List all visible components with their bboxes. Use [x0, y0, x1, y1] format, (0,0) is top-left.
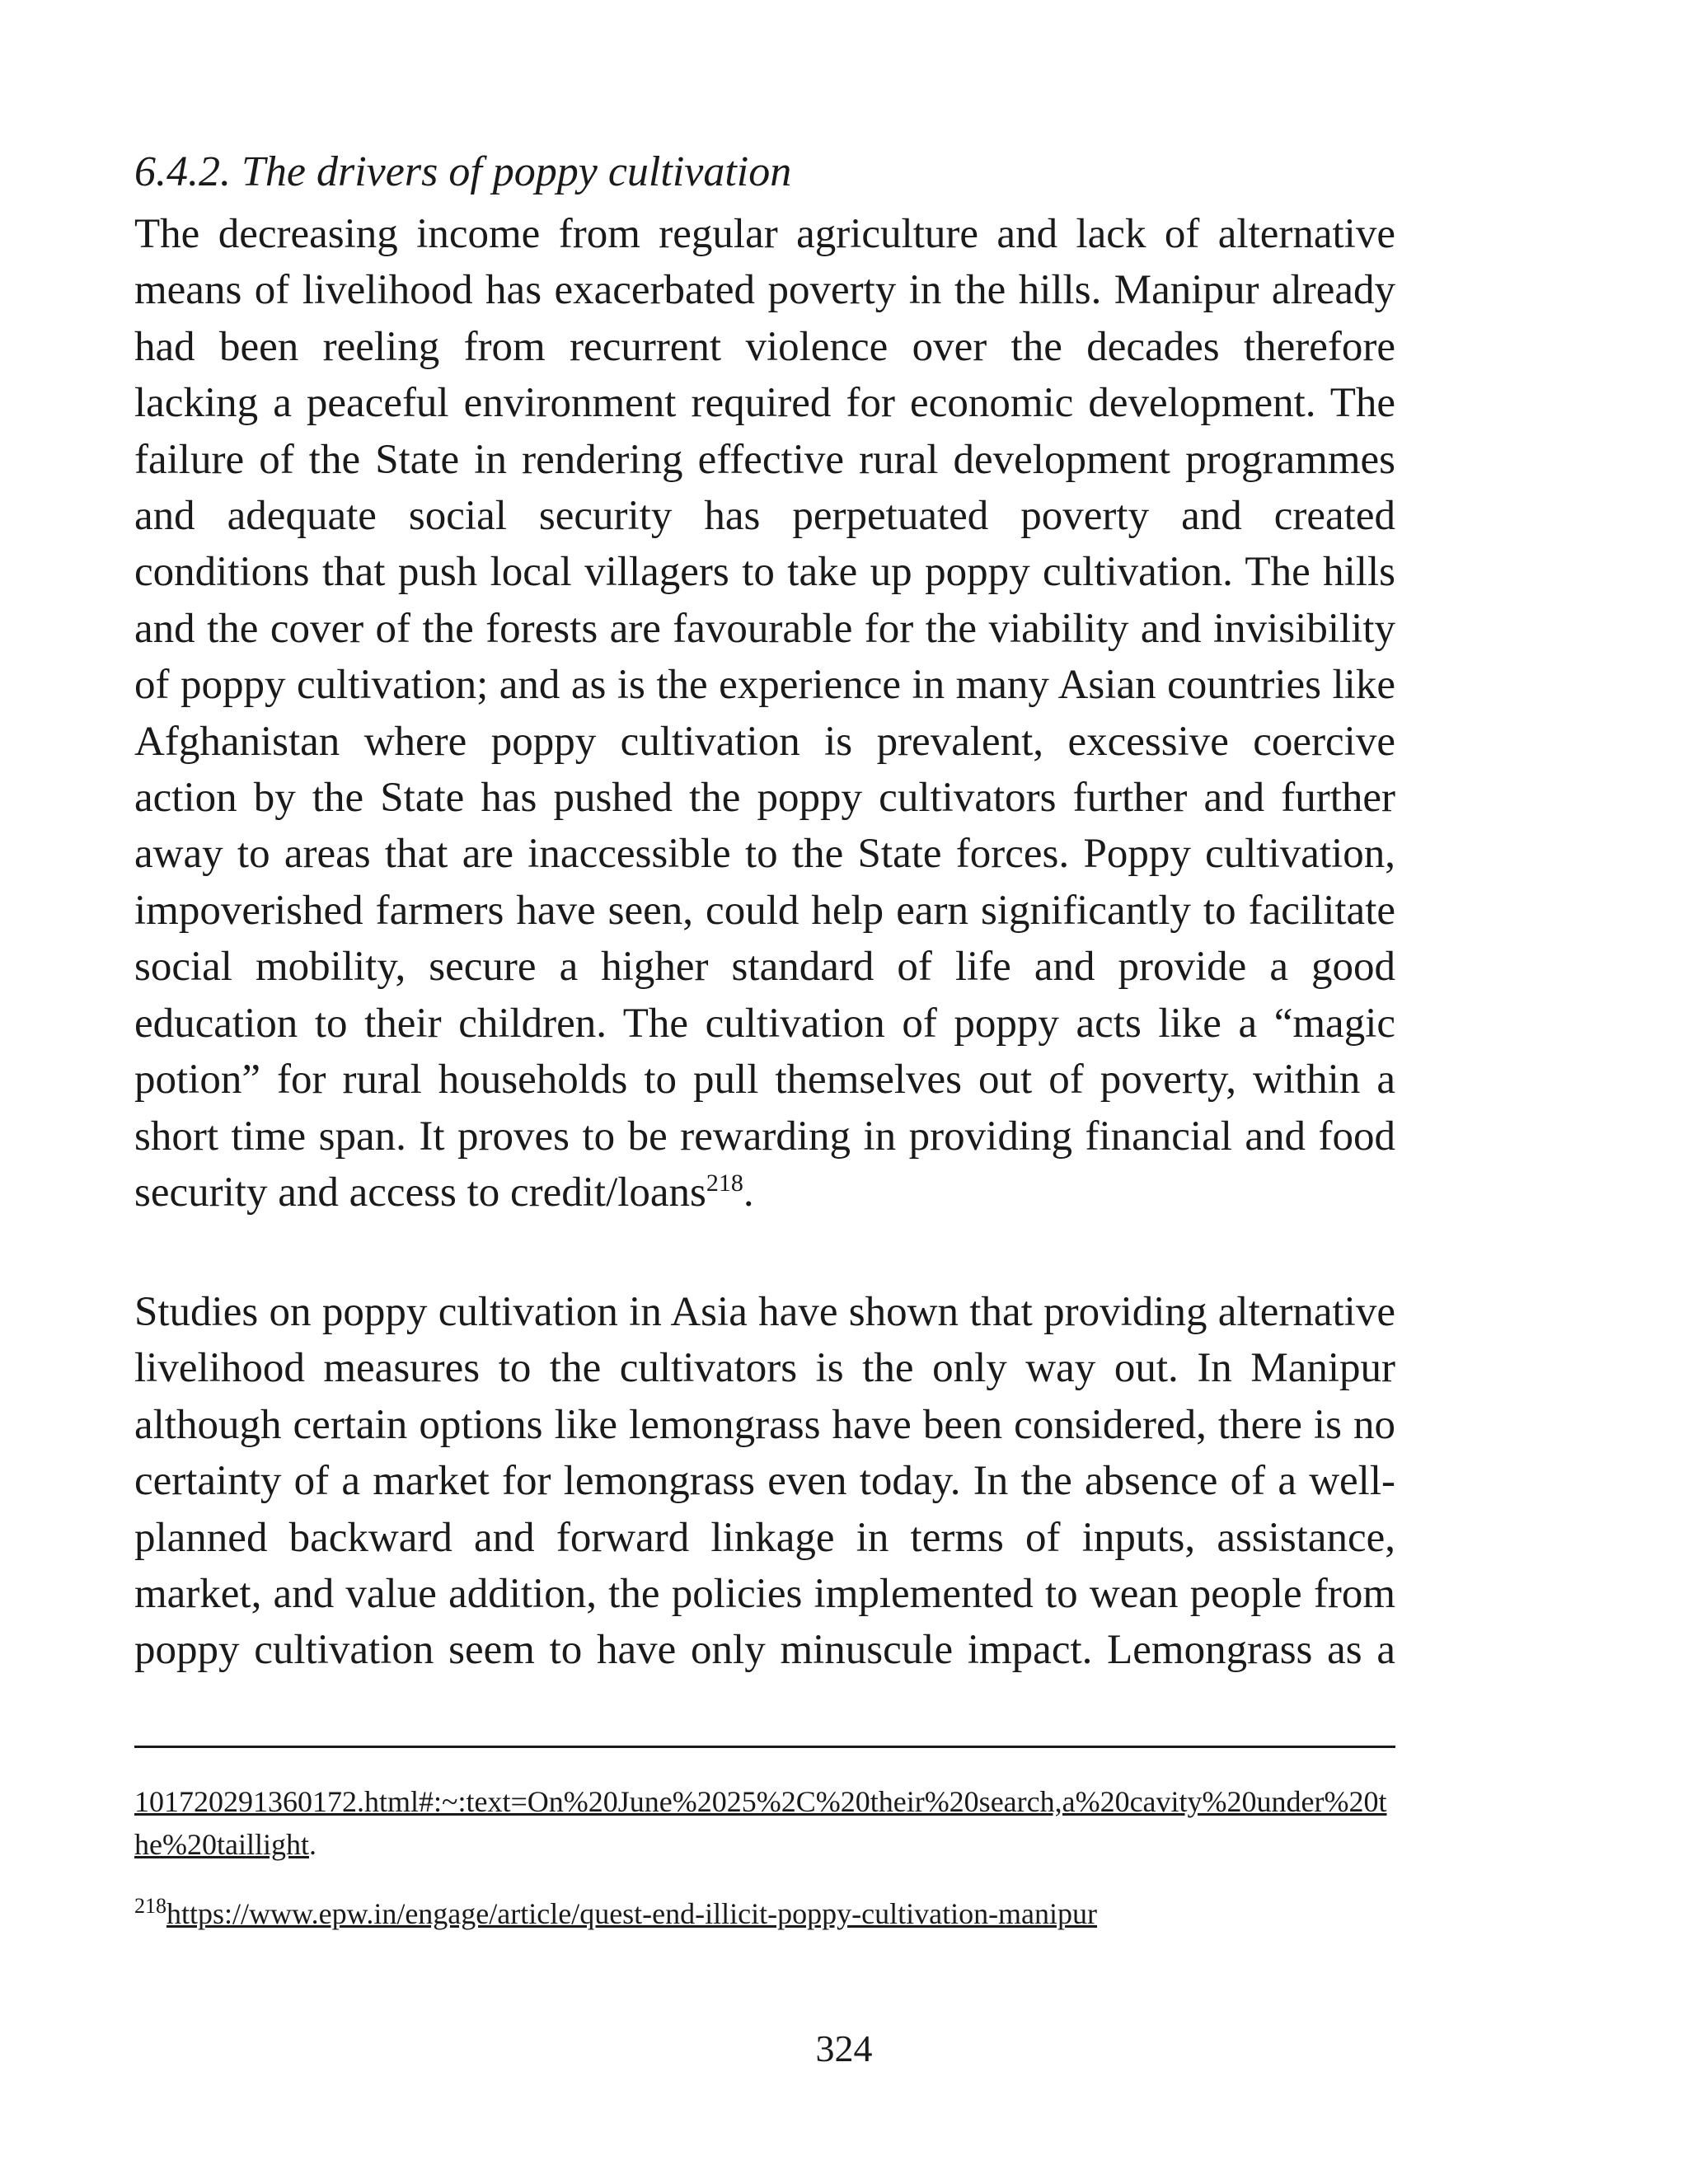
footnote-218-link[interactable]: https://www.epw.in/engage/article/quest-end-illicit-poppy-cultivation-manipur	[166, 1897, 1098, 1930]
footnote-218	[134, 1892, 1395, 1935]
body-paragraph-1	[134, 206, 1395, 1221]
footnote-218-mark: 218	[134, 1894, 166, 1918]
body-paragraph-2: Studies on poppy cultivation in Asia have shown that providing alternative livelihood measures to the cultivators is the only way out. In Manipur although certain options like lemongrass have been considered, there is no certainty of a market for lemongrass even today. In the absence of a well-planned backward and forward linkage in terms of inputs, assistance, market, and value addition, the policies implemented to wean people from poppy cultivation seem to have only minuscule impact. Lemongrass as a	[134, 1289, 1395, 1674]
paragraph-1-end: .	[743, 1169, 754, 1216]
footnote-continued-link[interactable]: 101720291360172.html#:~:text=On%20June%2025%2C%20their%20search,a%20cavity%20under%20the%20taillight	[134, 1785, 1387, 1861]
paragraph-1-text: The decreasing income from regular agriculture and lack of alternative means of livelihood has exacerbated poverty in the hills. Manipur already had been reeling from recurrent violence over the decades therefore lacking a peaceful environment required for economic development. The failure of the State in rendering effective rural development programmes and adequate social security has perpetuated poverty and created conditions that push local villagers to take up poppy cultivation. The hills and the cover of the forests are favourable for the viability and invisibility of poppy cultivation; and as is the experience in many Asian countries like Afghanistan where poppy cultivation is prevalent, excessive coercive action by the State has pushed the poppy cultivators further and further away to areas that are inaccessible to the State forces. Poppy cultivation, impoverished farmers have seen, could help earn significantly to facilitate social mobility, secure a higher standard of life and provide a good education to their children. The cultivation of poppy acts like a “magic potion” for rural households to pull themselves out of poverty, within a short time span. It proves to be rewarding in providing financial and food security and access to credit/loans	[134, 211, 1395, 1216]
section-heading: 6.4.2. The drivers of poppy cultivation	[134, 148, 792, 195]
footnote-separator	[134, 1746, 1395, 1748]
page-number: 324	[815, 2027, 873, 2069]
footnote-continued-end: .	[308, 1828, 316, 1861]
footnote-reference-218[interactable]: 218	[706, 1169, 743, 1197]
footnote-continued	[134, 1780, 1395, 1866]
